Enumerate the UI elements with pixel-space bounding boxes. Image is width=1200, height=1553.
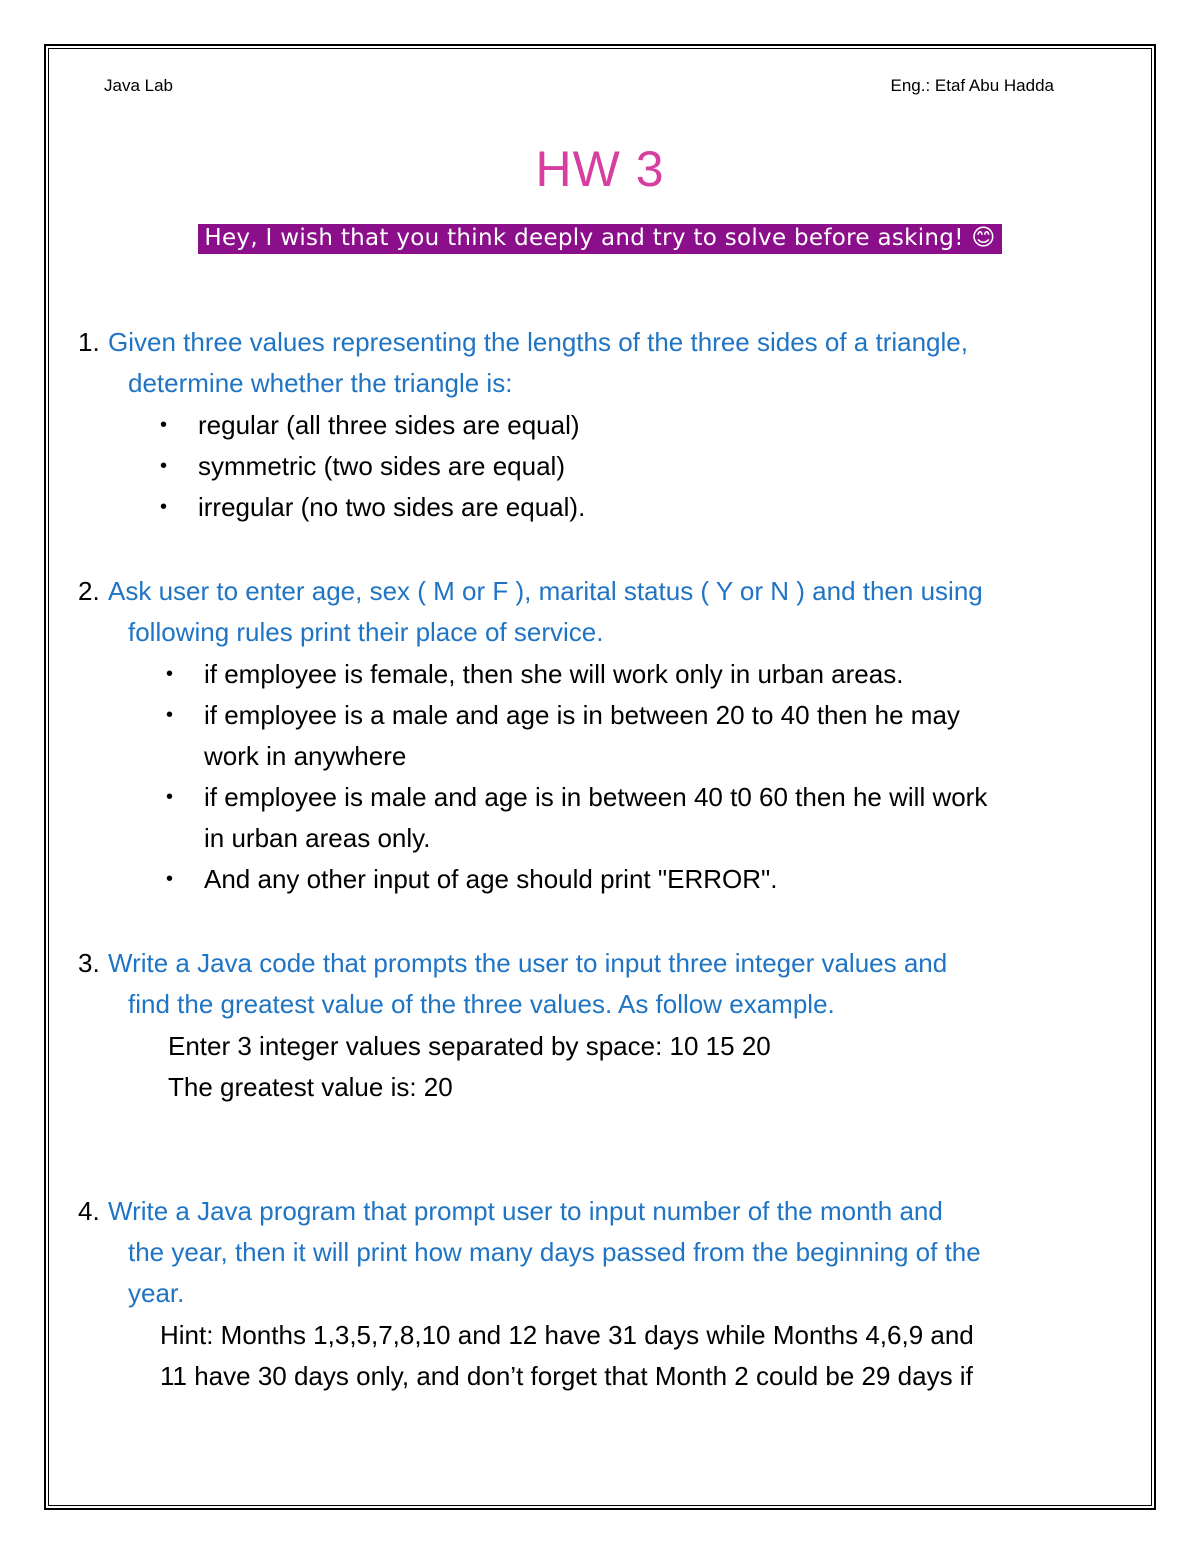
question-2-bullets xyxy=(164,654,987,900)
hint-line: 11 have 30 days only, and don’t forget that Month 2 could be 29 days if xyxy=(160,1361,973,1391)
list-item: • symmetric (two sides are equal) xyxy=(160,451,565,481)
question-1-bullets xyxy=(158,405,585,528)
question-text: Given three values representing the lengths of the three sides of a triangle, xyxy=(108,327,968,357)
header-instructor: Eng.: Etaf Abu Hadda xyxy=(890,76,1054,95)
example-line: Enter 3 integer values separated by space: 10 15 20 xyxy=(168,1031,771,1061)
question-4 xyxy=(78,1191,1118,1314)
list-item: • if employee is male and age is in between 40 t0 60 then he will work xyxy=(166,782,988,812)
question-number: 3. xyxy=(78,948,100,978)
question-text: Ask user to enter age, sex ( M or F ), marital status ( Y or N ) and then using xyxy=(108,576,983,606)
list-item: • irregular (no two sides are equal). xyxy=(160,492,586,522)
question-text: year. xyxy=(128,1278,185,1308)
question-number: 2. xyxy=(78,576,100,606)
list-item: work in anywhere xyxy=(204,741,407,771)
example-line: The greatest value is: 20 xyxy=(168,1072,453,1102)
list-item: • regular (all three sides are equal) xyxy=(160,410,580,440)
question-text: the year, then it will print how many days passed from the beginning of the xyxy=(128,1237,981,1267)
question-text: Write a Java program that prompt user to input number of the month and xyxy=(108,1196,943,1226)
list-item: • if employee is female, then she will work only in urban areas. xyxy=(166,659,904,689)
banner-message: Hey, I wish that you think deeply and try to solve before asking! 😊 xyxy=(198,224,1001,254)
question-number: 4. xyxy=(78,1196,100,1226)
question-2 xyxy=(78,571,1118,653)
header-course: Java Lab xyxy=(104,76,173,95)
question-text: following rules print their place of service. xyxy=(128,617,604,647)
question-number: 1. xyxy=(78,327,100,357)
list-item: in urban areas only. xyxy=(204,823,431,853)
question-text: find the greatest value of the three values. As follow example. xyxy=(128,989,835,1019)
question-3 xyxy=(78,943,1118,1025)
hint-text xyxy=(160,1315,974,1397)
question-1 xyxy=(78,322,1118,404)
list-item: • if employee is a male and age is in between 20 to 40 then he may xyxy=(166,700,960,730)
question-text: Write a Java code that prompts the user to input three integer values and xyxy=(108,948,948,978)
list-item: • And any other input of age should print "ERROR". xyxy=(166,864,778,894)
page-title: HW 3 xyxy=(535,141,665,197)
hint-line: Hint: Months 1,3,5,7,8,10 and 12 have 31 days while Months 4,6,9 and xyxy=(160,1320,974,1350)
example-output xyxy=(168,1026,771,1108)
question-text: determine whether the triangle is: xyxy=(128,368,513,398)
